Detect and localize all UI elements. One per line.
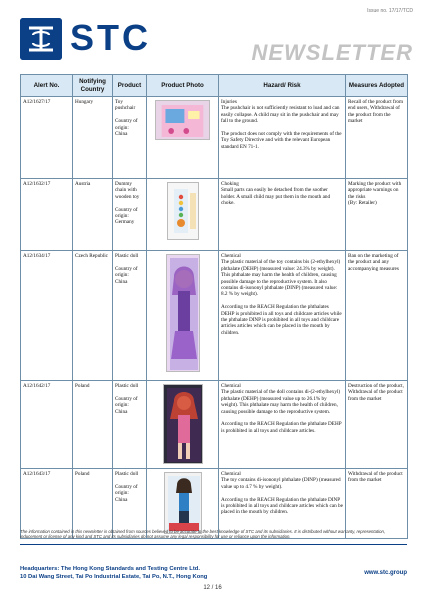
notifying-country: Poland [73,469,113,539]
measures-cell [346,179,408,251]
origin-label: Country of origin: [115,395,138,409]
product-cell [113,381,147,469]
alert-number: A12/1634/17 [21,251,73,381]
product-cell [113,179,147,251]
alerts-table [20,74,408,539]
product-photo-cell [147,469,219,539]
product-name: Plastic doll [115,383,139,389]
headquarters-address: 10 Dai Wang Street, Tai Po Industrial Estate, Tai Po, N.T., Hong Kong [20,574,208,580]
notifying-country: Austria [73,179,113,251]
alert-number: A12/1627/17 [21,97,73,179]
alert-number: A12/1642/17 [21,381,73,469]
page-number: 12 / 16 [203,585,222,591]
hazard-title: Chemical [221,383,241,389]
disclaimer-text: The information contained in this newsletter is obtained from sources believed to be accurate to the best knowledge of STC and its subsidiaries. It is distributed without warranty, representation, inducement or license of any kind and STC and its subsidiaries do not assume any legal responsibility for use or reliance upon the information. [20,529,386,540]
hazard-title: Chemical [221,253,241,259]
product-photo-cell [147,381,219,469]
page-header [0,0,425,74]
product-name: Plastic doll [115,471,139,477]
measures-adopted: Destruction of the product, Withdrawal of the product from the market [346,381,408,469]
column-header: Alert No. [21,75,73,97]
table-header-row [21,75,408,97]
table-row [21,469,408,539]
product-name: Plastic doll [115,253,139,259]
origin-label: Country of origin: [115,118,138,131]
column-header: Notifying Country [73,75,113,97]
hazard-title: Chemical [221,471,241,477]
table-row [21,97,408,179]
website-link[interactable]: www.stc.group [364,570,407,576]
column-header: Product [113,75,147,97]
hazard-cell [219,97,346,179]
hazard-text-2: According to the REACH Regulation the phthalate DEHP is prohibited in all toys and childcare articles. [221,421,342,434]
hazard-text: The pushchair is not sufficiently resistant to load and can easily collapse. A child may sit in the pushchair and may fall to the ground. [221,105,340,125]
notifying-country: Hungary [73,97,113,179]
product-name: Dummy chain with wooden toy [115,181,140,200]
product-photo-plastic-doll [163,384,203,464]
hazard-text-2: According to the REACH Regulation the phthalates DEHP is prohibited in all toys and childcare articles while the phthalate DINP is prohibited in all toys and childcare articles articles which can be placed in the mouth by children. [221,304,342,336]
column-header: Product Photo [147,75,219,97]
hazard-text: The plastic material of the toy contains bis (2-ethylhexyl) phthalate (DEHP) (measured value: 24.3% by weight). This phthalate may harm the health of children, causing possible damage to the reproductive system. It also contains di-isononyl phthalate (DINP) (measured value: 8.2 % by weight). [221,259,341,298]
measures-adopted: Ban on the marketing of the product and any accompanying measures [346,251,408,381]
origin-label: Country of origin: [115,206,138,220]
origin-country: China [115,131,128,138]
product-photo-plastic-doll [164,472,202,534]
origin-label: Country of origin: [115,265,138,279]
table-row [21,381,408,469]
hazard-title: Injuries [221,99,237,105]
origin-label: Country of origin: [115,483,138,497]
product-cell [113,97,147,179]
origin-country: China [115,496,128,503]
hazard-text-2: According to the REACH Regulation the phthalate DINP is prohibited in all toys and childcare articles which can be placed in the mouth by children. [221,496,343,516]
footer-divider [20,544,407,545]
product-cell [113,469,147,539]
hazard-cell [219,179,346,251]
product-cell [113,251,147,381]
alert-number: A12/1643/17 [21,469,73,539]
hazard-text: The toy contains di-isononyl phthalate (DINP) (measured value up to 4.7 % by weight). [221,477,341,490]
hazard-cell [219,251,346,381]
product-photo-cell [147,179,219,251]
stc-logo [20,18,62,60]
product-photo-cell [147,251,219,381]
hazard-text: The plastic material of the doll contains di-(2-ethylhexyl) phthalate (DEHP) (measured value up to 26.1% by weight). This phthalate may harm the health of children, causing possible damage to the reproductive system. [221,389,341,415]
alert-number: A12/1632/17 [21,179,73,251]
product-photo-cell [147,97,219,179]
table-row [21,179,408,251]
hazard-text: Small parts can easily be detached from the soother holder. A small child may put them in the mouth and choke. [221,187,331,207]
hazard-text-2: The product does not comply with the requirements of the Toy Safety Directive and with the relevant European standard EN 71-1. [221,131,342,150]
table-row [21,251,408,381]
hazard-title: Choking [221,181,239,187]
product-photo-dummy-chain [167,182,199,240]
origin-country: China [115,278,128,285]
measures-adopted: Marking the product with appropriate warnings on the risks [348,181,402,200]
measures-adopted: Withdrawal of the product from the market [346,469,408,539]
alerts-table-wrapper [20,74,407,539]
column-header: Measures Adopted [346,75,408,97]
measures-adopted: Recall of the product from end users, Withdrawal of the product from the market [346,97,408,179]
measures-by: (By: Retailer) [348,200,377,207]
brand-name: STC [70,17,151,58]
product-photo-pushchair [155,100,210,140]
issue-number: Issue no. 17/17/TCD [367,8,413,14]
notifying-country: Czech Republic [73,251,113,381]
origin-country: Germany [115,219,135,226]
hazard-cell [219,469,346,539]
newsletter-title: NEWSLETTER [251,40,413,65]
product-name: Toy pushchair [115,99,136,112]
notifying-country: Poland [73,381,113,469]
product-photo-plastic-doll [166,254,200,372]
column-header: Hazard/ Risk [219,75,346,97]
hazard-cell [219,381,346,469]
origin-country: China [115,408,128,415]
headquarters-name: Headquarters: The Hong Kong Standards and Testing Centre Ltd. [20,566,200,572]
